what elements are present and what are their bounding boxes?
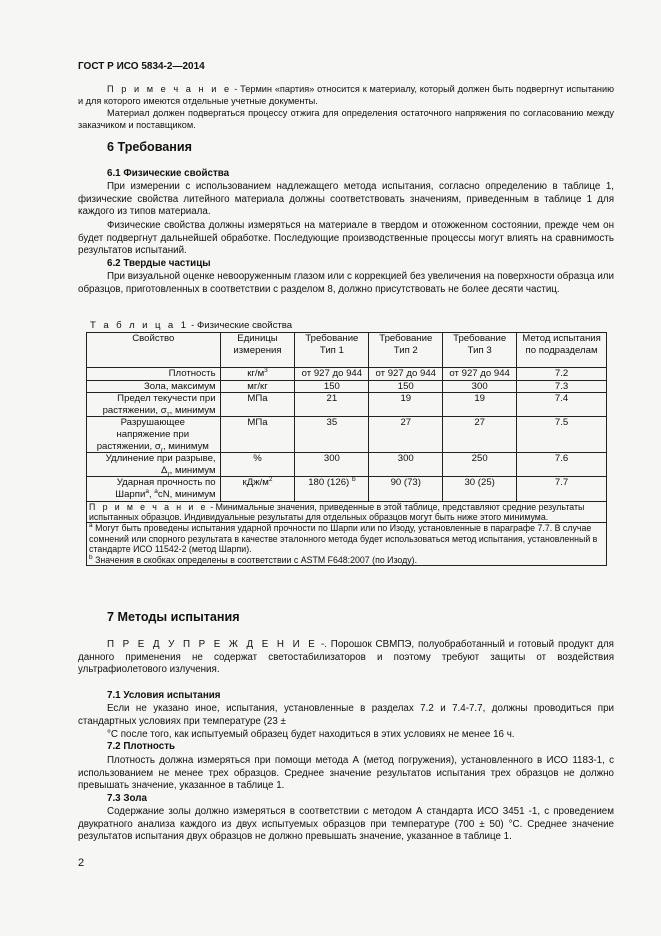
cell-line: Ударная прочность по (116, 477, 216, 489)
table-cell (220, 477, 295, 501)
table-row (87, 368, 607, 381)
table-cell: 7.5 (517, 417, 607, 453)
section-7-1-title: 7.1 Условия испытания (107, 690, 221, 701)
table-row (87, 380, 607, 393)
paragraph-7-1-b: °C после того, как испытуемый образец будет находиться в этих условиях не менее 16 ч. (107, 729, 515, 740)
table-footnote-cell (87, 523, 607, 566)
paragraph-6-2: При визуальной оценке невооруженным глазом или с коррекцией без увеличения на поверхности образца или образцов, приготовленных в соответствии с разделом 8, должно присутствовать не более десяти частиц. (78, 271, 614, 295)
table-caption-text: - Физические свойства (188, 320, 293, 331)
paragraph-7-2: Плотность должна измеряться при помощи метода А (метод погружения), установленного в ИСО 1183-1, с использованием не менее трех образцов. Среднее значение результатов испытания трех образцов не должно превышать значение, указанное в таблице 1. (78, 755, 614, 792)
paragraph-7-1-a: Если не указано иное, испытания, установленные в разделах 7.2 и 7.4-7.7, должны проводиться при стандартных условиях при температуре (23 ± (78, 703, 614, 727)
subscript: r (167, 470, 170, 478)
table-cell: 300 (443, 380, 517, 393)
footnote-marker: b (89, 553, 93, 561)
cell-line: , минимум (169, 464, 216, 476)
table-cell: МПа (220, 393, 295, 417)
superscript: a (145, 487, 149, 495)
table-cell (87, 477, 221, 501)
section-7-3-title: 7.3 Зола (107, 793, 147, 804)
superscript: b (351, 476, 356, 484)
table-cell: 7.4 (517, 393, 607, 417)
value-text: 180 (126) (308, 477, 350, 489)
table-cell (220, 368, 295, 381)
section-7-title: 7 Методы испытания (107, 610, 240, 624)
cell-line: Шарпи (115, 488, 146, 500)
table-note-row (87, 501, 607, 523)
table-cell: Зола, максимум (87, 380, 221, 393)
footnote-marker: a (89, 522, 93, 530)
table-cell (87, 453, 221, 477)
section-6-1-title: 6.1 Физические свойства (107, 168, 230, 179)
table-cell: 250 (443, 453, 517, 477)
table-header-cell: Свойство (87, 333, 221, 368)
table-cell: 7.7 (517, 477, 607, 501)
table-header-cell: Метод испытания по подразделам (517, 333, 607, 368)
table-note-cell (87, 501, 607, 523)
section-6-2-title: 6.2 Твердые частицы (107, 258, 211, 269)
table-footnote-row (87, 523, 607, 566)
footnote-a-text: Могут быть проведены испытания ударной прочности по Шарпи или по Изоду, установленные в параграфе 7.7. В случае сомнений или спорного результата в качестве эталонного метода будет использоваться метод испытания, установленный в стандарте ИСО 11542-2 (метод Шарпи). (89, 523, 598, 555)
cell-line: растяжении, σ (96, 440, 161, 452)
paragraph-6-1-b: Физические свойства должны измеряться на материале в твердом и отожженном состоянии, прежде чем он будет подвергнут дальнейшей обработке. Последующие производственные процессы могут влиять на сравнимость результатов испытаний. (78, 220, 614, 257)
page-number: 2 (78, 857, 85, 869)
table-note-text: - Минимальные значения, приведенные в этой таблице, представляют средние результаты испытанных образцов. Индивидуальные результаты для отдельных образцов могут быть ниже этого минимума. (89, 501, 585, 522)
warning-text: -. Порошок СВМПЭ, полуобработанный и готовый продукт для данного применения не содержат светостабилизаторов и поэтому требуют защиты от воздействия ультрафиолетового излучения. (78, 639, 614, 676)
table-cell: 35 (295, 417, 369, 453)
table-header-row (87, 333, 607, 368)
table-cell: 7.3 (517, 380, 607, 393)
table-cell: мг/кг (220, 380, 295, 393)
cell-line: Δ (161, 464, 168, 476)
table-caption-label: Т а б л и ц а 1 (90, 320, 189, 331)
cell-line: Предел текучести при (117, 393, 216, 405)
table-cell: Плотность (87, 368, 221, 381)
table-cell (87, 393, 221, 417)
table-caption (90, 320, 292, 333)
section-6-title: 6 Требования (107, 140, 192, 154)
cell-line: , минимум (162, 440, 209, 452)
subscript: т (166, 410, 170, 418)
table-row (87, 453, 607, 477)
table-cell: 30 (25) (443, 477, 517, 501)
table-cell: 19 (443, 393, 517, 417)
table-row (87, 393, 607, 417)
superscript: a (154, 487, 158, 495)
cell-line: растяжении, σ (102, 404, 167, 416)
cell-line: , (148, 488, 155, 500)
table-cell: от 927 до 944 (369, 368, 443, 381)
table-cell: 150 (369, 380, 443, 393)
unit-text: кг/м (247, 368, 265, 379)
table-cell: 21 (295, 393, 369, 417)
table-row (87, 477, 607, 501)
table-cell: 150 (295, 380, 369, 393)
table-cell: 27 (443, 417, 517, 453)
table-row (87, 417, 607, 453)
cell-line: , минимум (169, 404, 216, 416)
warning-paragraph (78, 639, 614, 677)
note-text: - Термин «партия» относится к материалу, который должен быть подвергнут испытанию и для которого имеются отдельные учетные документы. (78, 84, 614, 106)
table-cell (295, 477, 369, 501)
table-cell (87, 417, 221, 453)
table-cell: 90 (73) (369, 477, 443, 501)
cell-line: напряжение при (116, 428, 190, 440)
paragraph-7-3: Содержание золы должно измеряться в соответствии с методом А стандарта ИСО 3451 -1, с проведением двукратного анализа каждого из двух испытуемых образцов при температуре (700 ± 50) °С. Среднее значение результатов испытания двух образцов не должно превышать значение, указанное в таблице 1. (78, 806, 614, 843)
document-header: ГОСТ Р ИСО 5834-2—2014 (78, 61, 205, 72)
cell-line: Удлинение при разрыве, (105, 453, 216, 465)
table-cell: 300 (369, 453, 443, 477)
physical-properties-table (86, 332, 607, 566)
table-header-cell: Требование Тип 2 (369, 333, 443, 368)
note-label: П р и м е ч а н и е (107, 84, 232, 94)
paragraph-6-1-a: При измерении с использованием надлежащего метода испытания, согласно определению в таблице 1, физические свойства литейного материала должны соответствовать значениям, приведенным в таблице 1 для каждого из типов материала. (78, 181, 614, 218)
table-cell: 19 (369, 393, 443, 417)
subscript: r (160, 446, 163, 454)
section-7-2-title: 7.2 Плотность (107, 741, 176, 752)
table-cell: 300 (295, 453, 369, 477)
table-note-label: П р и м е ч а н и е (89, 501, 208, 512)
footnote-b-text: Значения в скобках определены в соответствии с ASTM F648:2007 (по Изоду). (92, 554, 418, 565)
warning-label: П Р Е Д У П Р Е Ж Д Е Н И Е (107, 639, 318, 650)
superscript: 3 (264, 366, 268, 374)
table-header-cell: Требование Тип 1 (295, 333, 369, 368)
table-cell: МПа (220, 417, 295, 453)
table-header-cell: Требование Тип 3 (443, 333, 517, 368)
unit-text: кДж/м (242, 477, 269, 489)
cell-line: cN, минимум (157, 488, 216, 500)
superscript: 2 (268, 476, 273, 484)
table-cell: 7.2 (517, 368, 607, 381)
note-annealing: Материал должен подвергаться процессу отжига для определения остаточного напряжения по согласованию между заказчиком и поставщиком. (78, 108, 614, 130)
table-cell: от 927 до 944 (443, 368, 517, 381)
cell-line: Разрушающее (120, 417, 185, 429)
note-batch (78, 83, 614, 107)
table-cell: от 927 до 944 (295, 368, 369, 381)
table-cell: % (220, 453, 295, 477)
table-header-cell: Единицы измерения (220, 333, 295, 368)
table-cell: 7.6 (517, 453, 607, 477)
table-cell: 27 (369, 417, 443, 453)
